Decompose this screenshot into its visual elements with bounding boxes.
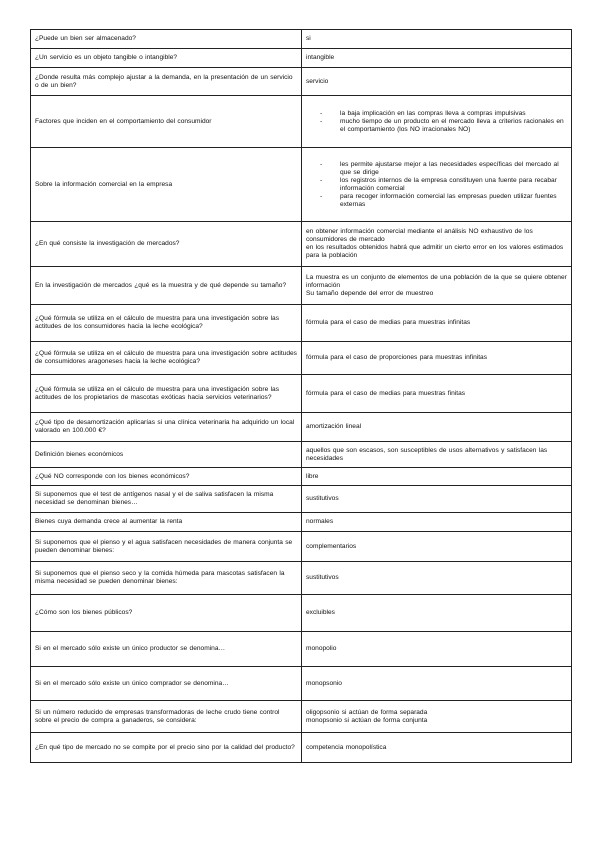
answer-line: monopsonio si actúan de forma conjunta: [306, 716, 428, 724]
table-row: [31, 486, 572, 513]
question-cell: En la investigación de mercados ¿qué es la muestra y de qué depende su tamaño?: [31, 267, 302, 305]
answer-cell: fórmula para el caso de medias para muestras infinitas: [302, 305, 572, 342]
question-cell: ¿Cómo son los bienes públicos?: [31, 595, 302, 632]
answer-cell: fórmula para el caso de proporciones para muestras infinitas: [302, 342, 572, 375]
question-cell: Si un número reducido de empresas transformadoras de leche crudo tiene control sobre el precio de compra a ganaderos, se considera:: [31, 701, 302, 733]
list-item: - para recoger información comercial las empresas pueden utilizar fuentes externas: [306, 193, 567, 209]
question-cell: ¿En qué tipo de mercado no se compite por el precio sino por la calidad del producto?: [31, 733, 302, 763]
table-row: [31, 632, 572, 667]
answer-cell: libre: [302, 468, 572, 486]
question-cell: Si suponemos que el pienso y el agua satisfacen necesidades de manera conjunta se pueden denominar bienes:: [31, 532, 302, 562]
bullet-list: [306, 110, 567, 134]
answer-cell: normales: [302, 513, 572, 532]
question-cell: Si suponemos que el pienso seco y la comida húmeda para mascotas satisfacen la misma necesidad se pueden denominar bienes:: [31, 562, 302, 595]
question-cell: ¿Un servicio es un objeto tangible o intangible?: [31, 49, 302, 68]
answer-cell: [302, 267, 572, 305]
question-cell: ¿Qué fórmula se utiliza en el cálculo de muestra para una investigación sobre las actitudes de los propietarios de mascotas exóticas hacia servicios veterinarios?: [31, 375, 302, 413]
question-cell: Factores que inciden en el comportamiento del consumidor: [31, 96, 302, 148]
list-item: - la baja implicación en las compras lleva a compras impulsivas: [306, 110, 567, 118]
answer-cell: servicio: [302, 68, 572, 96]
table-row: [31, 442, 572, 468]
question-cell: ¿Qué tipo de desamortización aplicarías si una clínica veterinaria ha adquirido un local valorado en 100.000 €?: [31, 413, 302, 442]
table-row: [31, 222, 572, 267]
table-row: [31, 49, 572, 68]
table-row: [31, 305, 572, 342]
answer-cell: excluibles: [302, 595, 572, 632]
answer-line: en los resultados obtenidos habrá que admitir un cierto error en los valores estimados para la población: [306, 244, 564, 259]
table-row: [31, 701, 572, 733]
answer-cell: [302, 222, 572, 267]
question-cell: ¿Donde resulta más complejo ajustar a la demanda, en la presentación de un servicio o de un bien?: [31, 68, 302, 96]
list-item: - les permite ajustarse mejor a las necesidades específicas del mercado al que se dirige: [306, 161, 567, 177]
table-row: [31, 562, 572, 595]
table-row: [31, 532, 572, 562]
answer-cell: monopolio: [302, 632, 572, 667]
answer-cell: sustitutivos: [302, 562, 572, 595]
question-cell: ¿Qué NO corresponde con los bienes económicos?: [31, 468, 302, 486]
answer-cell: aquellos que son escasos, son susceptibles de usos alternativos y satisfacen las necesidades: [302, 442, 572, 468]
question-cell: Bienes cuya demanda crece al aumentar la renta: [31, 513, 302, 532]
question-cell: ¿Qué fórmula se utiliza en el cálculo de muestra para una investigación sobre las actitudes de los consumidores hacia la leche ecológica?: [31, 305, 302, 342]
table-row: [31, 96, 572, 148]
question-cell: Si en el mercado sólo existe un único productor se denomina…: [31, 632, 302, 667]
answer-cell: intangible: [302, 49, 572, 68]
table-row: [31, 733, 572, 763]
list-item: - los registros internos de la empresa constituyen una fuente para recabar información comercial: [306, 177, 567, 193]
answer-cell: [302, 701, 572, 733]
table-row: [31, 375, 572, 413]
qa-table: [30, 29, 572, 763]
answer-line: La muestra es un conjunto de elementos de una población de la que se quiere obtener información: [306, 273, 567, 289]
table-row: [31, 667, 572, 701]
answer-cell: fórmula para el caso de medias para muestras finitas: [302, 375, 572, 413]
table-row: [31, 595, 572, 632]
question-cell: Si suponemos que el test de antígenos nasal y el de saliva satisfacen la misma necesidad se denominan bienes…: [31, 486, 302, 513]
question-cell: Sobre la información comercial en la empresa: [31, 148, 302, 222]
answer-cell: si: [302, 30, 572, 49]
table-row: [31, 148, 572, 222]
question-cell: Definición bienes económicos: [31, 442, 302, 468]
question-cell: ¿Puede un bien ser almacenado?: [31, 30, 302, 49]
table-row: [31, 468, 572, 486]
list-item: - mucho tiempo de un producto en el mercado lleva a criterios racionales en el comportamiento (los NO irracionales NO): [306, 118, 567, 134]
table-row: [31, 68, 572, 96]
answer-cell: competencia monopolística: [302, 733, 572, 763]
answer-cell: amortización lineal: [302, 413, 572, 442]
answer-cell: [302, 96, 572, 148]
table-row: [31, 267, 572, 305]
question-cell: Si en el mercado sólo existe un único comprador se denomina…: [31, 667, 302, 701]
answer-cell: complementarios: [302, 532, 572, 562]
answer-cell: sustitutivos: [302, 486, 572, 513]
answer-cell: monopsonio: [302, 667, 572, 701]
answer-line: en obtener información comercial mediante el análisis NO exhaustivo de los consumidores de mercado: [306, 228, 533, 243]
table-row: [31, 513, 572, 532]
table-row: [31, 413, 572, 442]
table-row: [31, 342, 572, 375]
bullet-list: [306, 161, 567, 209]
question-cell: ¿En qué consiste la investigación de mercados?: [31, 222, 302, 267]
answer-line: Su tamaño depende del error de muestreo: [306, 289, 434, 297]
question-cell: ¿Qué fórmula se utiliza en el cálculo de muestra para una investigación sobre actitudes de consumidores aragoneses hacia la leche ecológica?: [31, 342, 302, 375]
answer-cell: [302, 148, 572, 222]
answer-line: oligopsonio si actúan de forma separada: [306, 708, 428, 716]
table-row: [31, 30, 572, 49]
